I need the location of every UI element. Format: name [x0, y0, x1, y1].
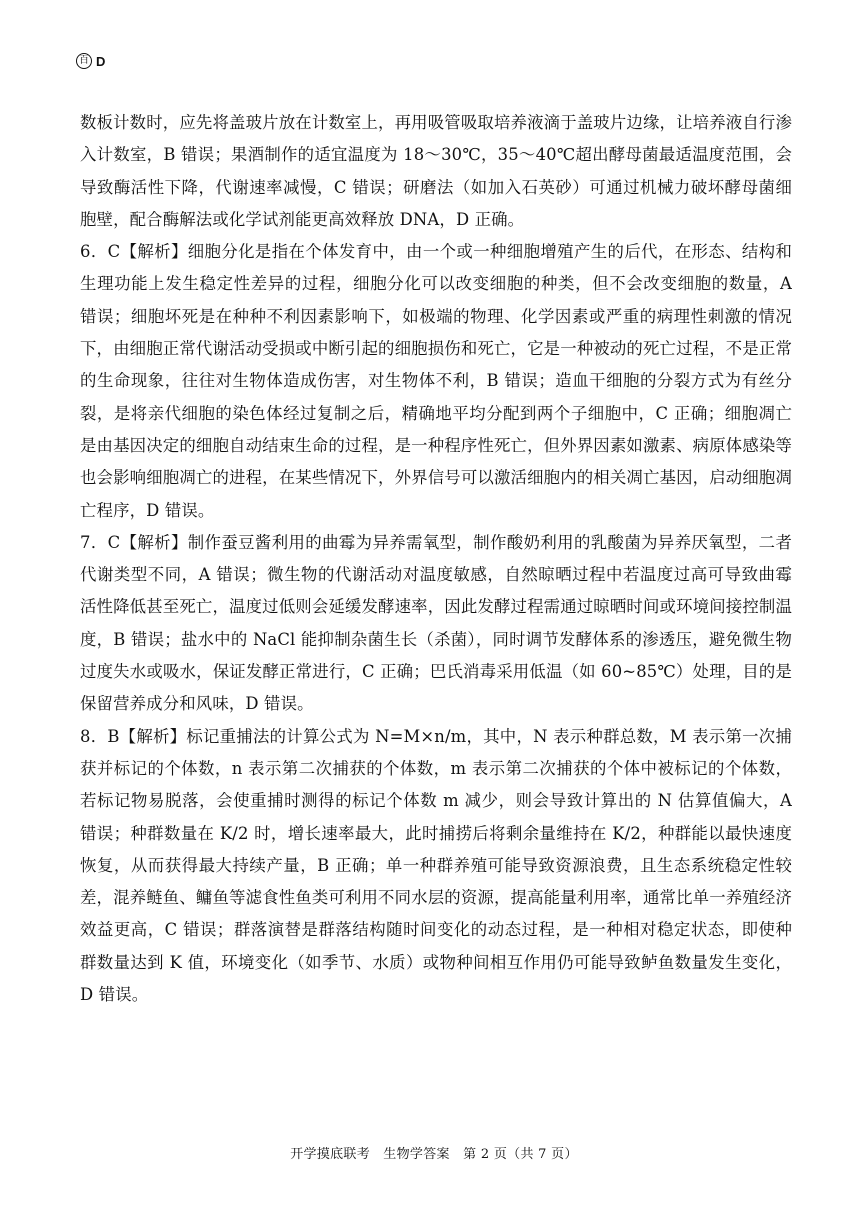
answer-content: [80, 107, 792, 1011]
paragraph-q8: 8．B【解析】标记重捕法的计算公式为 N=M×n/m，其中，N 表示种群总数，M 表示第一次捕获并标记的个体数，n 表示第二次捕获的个体数，m 表示第二次捕获的个体中被标记的个体数，若标记物易脱落，会使重捕时测得的标记个体数 m 减少，则会导致计算出的 N 估算值偏大，A 错误；种群数量在 K/2 时，增长速率最大，此时捕捞后将剩余量维持在 K/2，种群能以最快速度恢复，从而获得最大持续产量，B 正确；单一种群养殖可能导致资源浪费，且生态系统稳定性较差，混养鲢鱼、鳙鱼等滤食性鱼类可利用不同水层的资源，提高能量利用率，通常比单一养殖经济效益更高，C 错误；群落演替是群落结构随时间变化的动态过程，是一种相对稳定状态，即使种群数量达到 K 值，环境变化（如季节、水质）或物种间相互作用仍可能导致鲈鱼数量发生变化，D 错误。: [80, 726, 792, 1005]
logo-letter: D: [96, 53, 106, 69]
logo-seal-icon: 百: [76, 53, 92, 69]
publisher-logo: [76, 53, 105, 69]
paragraph-q7: 7．C【解析】制作蚕豆酱利用的曲霉为异养需氧型，制作酸奶利用的乳酸菌为异养厌氧型，二者代谢类型不同，A 错误；微生物的代谢活动对温度敏感，自然晾晒过程中若温度过高可导致曲霉活性降低甚至死亡，温度过低则会延缓发酵速率，因此发酵过程需通过晾晒时间或环境间接控制温度，B 错误；盐水中的 NaCl 能抑制杂菌生长（杀菌），同时调节发酵体系的渗透压，避免微生物过度失水或吸水，保证发酵正常进行，C 正确；巴氏消毒采用低温（如 60~85℃）处理，目的是保留营养成分和风味，D 错误。: [80, 532, 792, 714]
paragraph-q5-continued: 数板计数时，应先将盖玻片放在计数室上，再用吸管吸取培养液滴于盖玻片边缘，让培养液自行渗入计数室，B 错误；果酒制作的适宜温度为 18～30℃，35～40℃超出酵母菌最适温度范围，会导致酶活性下降，代谢速率减慢，C 错误；研磨法（如加入石英砂）可通过机械力破坏酵母菌细胞壁，配合酶解法或化学试剂能更高效释放 DNA，D 正确。: [80, 113, 792, 229]
paragraph-q6: 6．C【解析】细胞分化是指在个体发育中，由一个或一种细胞增殖产生的后代，在形态、结构和生理功能上发生稳定性差异的过程，细胞分化可以改变细胞的种类，但不会改变细胞的数量，A 错误；细胞坏死是在种种不利因素影响下，如极端的物理、化学因素或严重的病理性刺激的情况下，由细胞正常代谢活动受损或中断引起的细胞损伤和死亡，它是一种被动的死亡过程，不是正常的生命现象，往往对生物体造成伤害，对生物体不利，B 错误；造血干细胞的分裂方式为有丝分裂，是将亲代细胞的染色体经过复制之后，精确地平均分配到两个子细胞中，C 正确；细胞凋亡是由基因决定的细胞自动结束生命的过程，是一种程序性死亡，但外界因素如激素、病原体感染等也会影响细胞凋亡的进程，在某些情况下，外界信号可以激活细胞内的相关凋亡基因，启动细胞凋亡程序，D 错误。: [80, 242, 792, 520]
page-footer: 开学摸底联考 生物学答案 第 2 页（共 7 页）: [290, 1147, 578, 1162]
